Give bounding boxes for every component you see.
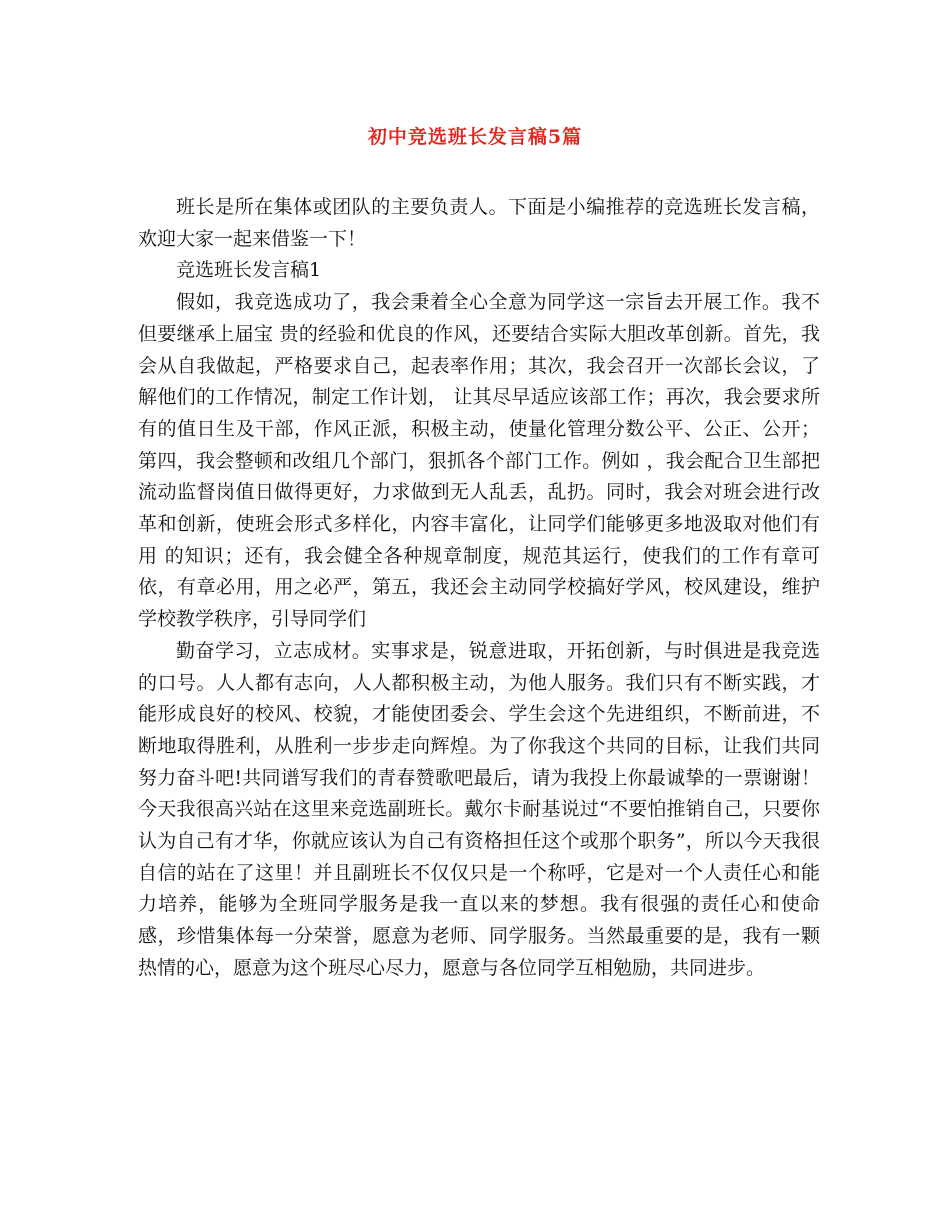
document-title: 初中竞选班长发言稿5篇 (367, 126, 583, 148)
body-paragraph: 假如，我竞选成功了，我会秉着全心全意为同学这一宗旨去开展工作。我不但要继承上届宝 贵的经验和优良的作风，还要结合实际大胆改革创新。首先，我会从自我做起，严格要求自己，起表率作用；其次，我会召开一次部长会议，了解他们的工作情况，制定工作计划， 让其尽早适应该部工作；再次，我会要求所有的值日生及干部，作风正派，积极主动，使量化管理分数公平、公正、公开；第四，我会整顿和改组几个部门，狠抓各个部门工作。例如 ，我会配合卫生部把流动监督岗值日做得更好，力求做到无人乱丢，乱扔。同时，我会对班会进行改革和创新，使班会形式多样化，内容丰富化，让同学们能够更多地汲取对他们有用 的知识；还有，我会健全各种规章制度，规范其运行，使我们的工作有章可依，有章必用，用之必严，第五，我还会主动同学校搞好学风，校风建设，维护学校教学秩序，引导同学们 (138, 291, 820, 631)
section-heading: 竞选班长发言稿1 (176, 259, 322, 282)
document-body (138, 192, 820, 985)
intro-paragraph: 班长是所在集体或团队的主要负责人。下面是小编推荐的竞选班长发言稿，欢迎大家一起来借鉴一下！ (138, 196, 820, 250)
body-paragraph: 勤奋学习，立志成材。实事求是，锐意进取，开拓创新，与时俱进是我竞选的口号。人人都有志向，人人都积极主动，为他人服务。我们只有不断实践，才能形成良好的校风、校貌，才能使团委会、学生会这个先进组织，不断前进，不断地取得胜利，从胜利一步步走向辉煌。为了你我这个共同的目标，让我们共同努力奋斗吧!共同谱写我们的青春赞歌吧最后，请为我投上你最诚挚的一票谢谢！ 今天我很高兴站在这里来竞选副班长。戴尔卡耐基说过“不要怕推销自己，只要你认为自己有才华，你就应该认为自己有资格担任这个或那个职务”，所以今天我很自信的站在了这里！并且副班长不仅仅只是一个称呼，它是对一个人责任心和能力培养，能够为全班同学服务是我一直以来的梦想。我有很强的责任心和使命感，珍惜集体每一分荣誉，愿意为老师、同学服务。当然最重要的是，我有一颗热情的心，愿意为这个班尽心尽力，愿意与各位同学互相勉励，共同进步。 (138, 639, 820, 979)
